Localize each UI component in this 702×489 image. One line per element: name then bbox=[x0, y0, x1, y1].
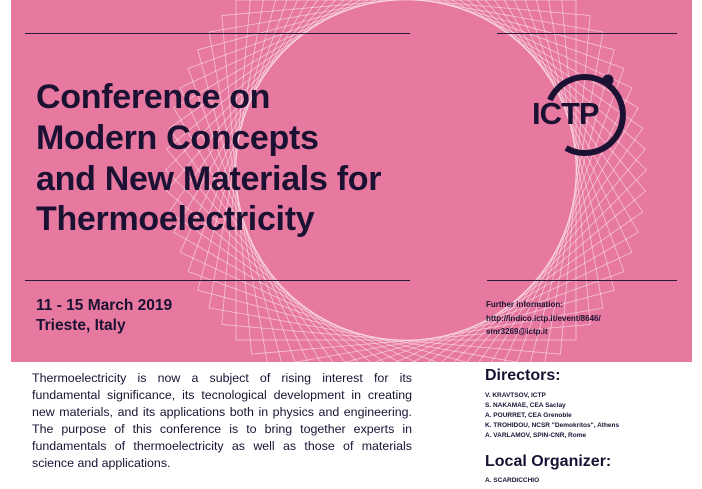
title-line-4: Thermoelectricity bbox=[36, 200, 315, 239]
event-location: Trieste, Italy bbox=[36, 317, 126, 335]
conference-title bbox=[36, 77, 456, 240]
title-line-2: Modern Concepts bbox=[36, 118, 319, 157]
directors-heading: Directors: bbox=[485, 367, 561, 384]
title-line-3: and New Materials for bbox=[36, 159, 382, 198]
top-rule-left bbox=[25, 33, 410, 34]
director-item: S. NAKAMAE, CEA Saclay bbox=[485, 402, 566, 409]
top-rule-right bbox=[497, 33, 677, 34]
directors-section bbox=[485, 367, 695, 441]
bottom-rule-left bbox=[25, 280, 410, 281]
event-date-location bbox=[36, 296, 172, 336]
further-info-email[interactable]: smr3269@ictp.it bbox=[486, 327, 548, 337]
local-organizer-heading: Local Organizer: bbox=[485, 453, 612, 470]
bottom-rule-right bbox=[487, 280, 677, 281]
director-item: V. KRAVTSOV, ICTP bbox=[485, 392, 546, 399]
further-information bbox=[486, 298, 601, 339]
directors-list bbox=[485, 391, 695, 441]
further-info-label: Further information: bbox=[486, 300, 563, 309]
director-item: K. TROHIDOU, NCSR "Demokritos", Athens bbox=[485, 422, 620, 429]
director-item: A. VARLAMOV, SPIN-CNR, Rome bbox=[485, 432, 587, 439]
event-dates: 11 - 15 March 2019 bbox=[36, 297, 173, 314]
title-line-1: Conference on bbox=[36, 78, 271, 116]
further-info-url[interactable]: http://indico.ictp.it/event/8646/ bbox=[486, 313, 601, 323]
poster-banner bbox=[11, 0, 692, 362]
ictp-logo-text: ICTP bbox=[532, 96, 599, 131]
conference-description: Thermoelectricity is now a subject of rising interest for its fundamental significance, its tecnological development in creating new materials, and its applications both in physics and engineering. The purpose of this conference is to bring together experts in fundamentals of thermoelectricity as well as those of materials science and applications. bbox=[32, 371, 412, 470]
director-item: A. POURRET, CEA Grenoble bbox=[485, 412, 572, 419]
local-organizer-item: A. SCARDICCHIO bbox=[485, 477, 540, 484]
